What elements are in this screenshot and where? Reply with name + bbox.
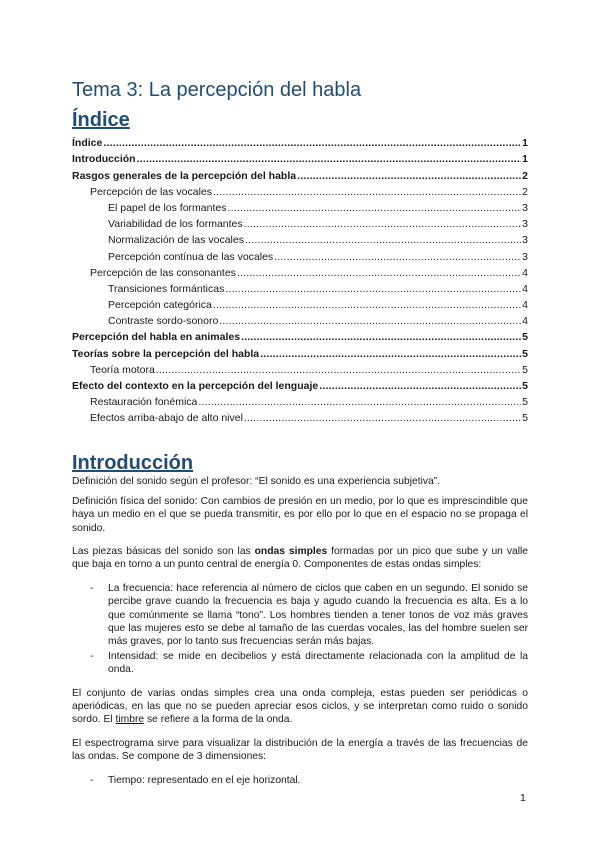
toc-leader-dots [156, 363, 521, 377]
toc-entry[interactable] [72, 183, 528, 199]
list-item: - Tiempo: representado en el eje horizontal. [90, 774, 301, 786]
toc-entry-label: Contraste sordo-sonoro [108, 315, 219, 328]
dash-bullet: - [90, 774, 94, 786]
toc-entry[interactable] [72, 247, 528, 263]
toc-entry[interactable] [72, 134, 528, 150]
toc-entry[interactable] [72, 231, 528, 247]
toc-entry[interactable] [72, 361, 528, 377]
toc-entry-label: Efecto del contexto en la percepción del lenguaje [72, 380, 319, 392]
toc-leader-dots [274, 250, 521, 264]
paragraph: Las piezas básicas del sonido son las ondas simples formadas por un pico que sube y un valle que baja en torno a un punto central de energía 0. Componentes de estas ondas simples: [72, 546, 529, 571]
toc-entry-label: Percepción categórica [108, 299, 212, 312]
toc-entry[interactable] [72, 344, 528, 360]
toc-leader-dots [241, 330, 521, 344]
toc-leader-dots [198, 395, 521, 409]
toc-leader-dots [103, 136, 521, 150]
toc-entry-page: 5 [522, 331, 528, 344]
bullet-list [72, 582, 528, 677]
toc-entry-page: 4 [522, 315, 528, 328]
toc-leader-dots [213, 185, 521, 199]
toc-entry-page: 1 [522, 137, 528, 150]
toc-entry-page: 2 [522, 185, 528, 198]
toc-leader-dots [319, 379, 521, 393]
toc-entry-label: Variabilidad de los formantes [108, 218, 243, 231]
toc-entry[interactable] [72, 296, 528, 312]
toc-entry-page: 3 [522, 201, 528, 214]
toc-entry-page: 3 [522, 234, 528, 247]
toc-entry-label: El papel de los formantes [108, 201, 227, 214]
toc-entry[interactable] [72, 393, 528, 409]
toc-entry-label: Transiciones formánticas [108, 282, 225, 295]
toc-leader-dots [219, 314, 521, 328]
toc-heading: Índice [72, 109, 130, 131]
toc-entry-page: 5 [522, 380, 528, 392]
toc-entry-label: Percepción de las vocales [90, 185, 212, 198]
dash-bullet: - [90, 650, 94, 662]
toc-entry-label: Rasgos generales de la percepción del habla [72, 169, 297, 182]
toc-entry-page: 5 [522, 347, 528, 360]
dash-bullet: - [90, 582, 94, 594]
toc-entry[interactable] [72, 215, 528, 231]
toc-entry[interactable] [72, 199, 528, 215]
toc-entry-page: 4 [522, 299, 528, 312]
toc-entry-label: Introducción [72, 153, 136, 166]
toc-entry[interactable] [72, 409, 528, 425]
toc-entry-page: 5 [522, 363, 528, 376]
document-title: Tema 3: La percepción del habla [72, 79, 362, 101]
toc-entry-label: Índice [72, 137, 103, 150]
toc-entry-page: 1 [522, 153, 528, 166]
toc-entry-label: Percepción del habla en animales [72, 331, 241, 344]
toc-entry-label: Teorías sobre la percepción del habla [72, 347, 260, 360]
toc-leader-dots [260, 347, 521, 361]
toc-leader-dots [245, 233, 521, 247]
toc-entry-page: 2 [522, 169, 528, 182]
toc-entry[interactable] [72, 150, 528, 166]
table-of-contents [72, 134, 528, 425]
bold-term: ondas simples [254, 546, 328, 557]
intro-heading: Introducción [72, 452, 194, 475]
toc-leader-dots [227, 201, 521, 215]
toc-entry-label: Efectos arriba-abajo de alto nivel [90, 412, 243, 425]
toc-leader-dots [237, 266, 521, 280]
toc-entry-page: 3 [522, 218, 528, 231]
toc-leader-dots [137, 152, 522, 166]
paragraph: El espectrograma sirve para visualizar la distribución de la energía a través de las frecuencias de las ondas. Se compone de 3 dimensiones: [72, 737, 528, 763]
list-item: - La frecuencia: hace referencia al número de ciclos que caben en un segundo. El sonido se percibe grave cuando la frecuencia es baja y agudo cuando la frecuencia es alta. Es a lo que comúnmente se llama “tono”. Los hombres tienden a tener tonos de voz más graves que las mujeres esto se debe al tamaño de las cuerdas vocales, las del hombre suelen ser más graves, por lo tanto sus frecuencias serán más bajas. [90, 582, 528, 648]
paragraph: El conjunto de varias ondas simples crea una onda compleja, estas pueden ser periódicas o aperiódicas, en las que no se pueden apreciar esos ciclos, y se interpretan como ruido o sonido sordo. El timbre se refiere a la forma de la onda. [72, 687, 528, 726]
intro-section [72, 451, 528, 787]
toc-entry[interactable] [72, 377, 528, 393]
toc-leader-dots [244, 411, 521, 425]
toc-entry-label: Percepción de las consonantes [90, 266, 236, 279]
toc-entry[interactable] [72, 280, 528, 296]
toc-entry-page: 5 [522, 412, 528, 425]
toc-entry-page: 4 [522, 266, 528, 279]
document-page [72, 70, 528, 797]
toc-entry[interactable] [72, 328, 528, 344]
toc-entry[interactable] [72, 312, 528, 328]
list-item: - Intensidad: se mide en decibelios y está directamente relacionada con la amplitud de la onda. [90, 650, 528, 676]
toc-entry-page: 3 [522, 250, 528, 263]
toc-entry-label: Normalización de las vocales [108, 234, 244, 247]
toc-entry-label: Restauración fonémica [90, 396, 198, 409]
toc-leader-dots [244, 217, 522, 231]
toc-entry-label: Percepción contínua de las vocales [108, 250, 274, 263]
toc-leader-dots [225, 282, 521, 296]
toc-entry-page: 4 [522, 282, 528, 295]
paragraph: Definición del sonido según el profesor: “El sonido es una experiencia subjetiva”. [72, 476, 441, 488]
toc-leader-dots [297, 169, 521, 183]
toc-entry[interactable] [72, 264, 528, 280]
toc-entry[interactable] [72, 166, 528, 182]
toc-leader-dots [213, 298, 521, 312]
underlined-term: timbre [115, 714, 145, 726]
page-number: 1 [520, 792, 526, 804]
toc-entry-page: 5 [522, 396, 528, 409]
toc-entry-label: Teoría motora [90, 363, 155, 376]
bullet-list [72, 774, 528, 787]
paragraph: Definición física del sonido: Con cambios de presión en un medio, por lo que es imprescindible que haya un medio en el que se pueda transmitir, es por ello por lo que en el espacio no se propaga el sonido. [72, 495, 528, 534]
